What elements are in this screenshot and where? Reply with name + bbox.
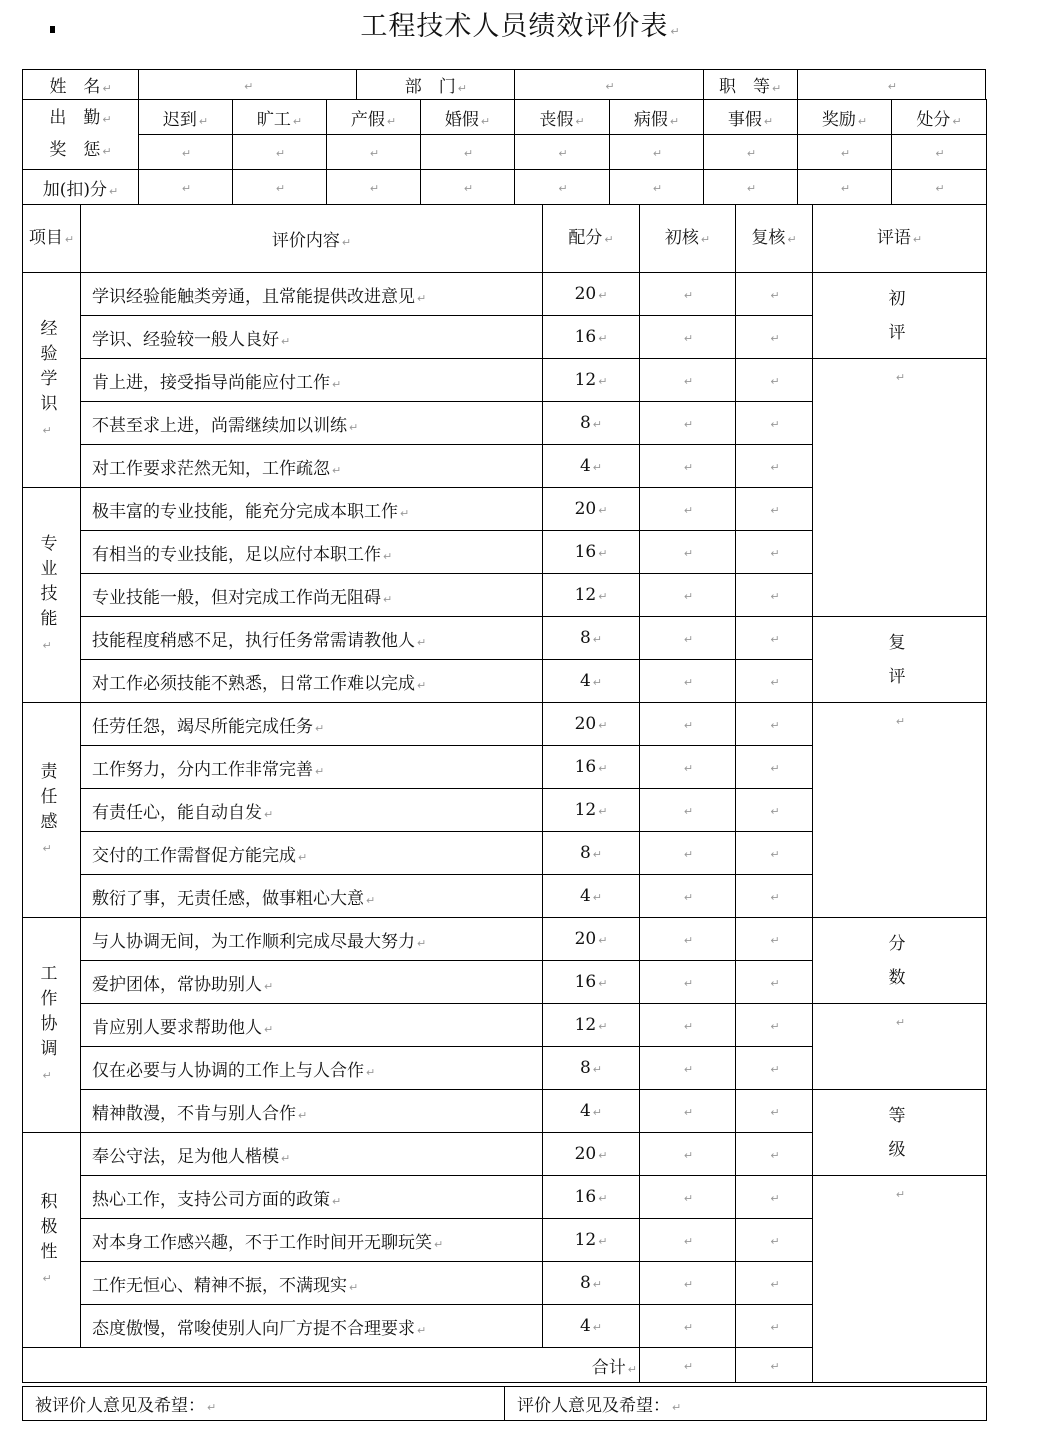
footer-table: [22, 1386, 987, 1421]
initial-score-cell[interactable]: ↵: [640, 531, 736, 574]
table-row: [23, 918, 987, 961]
initial-score-cell[interactable]: ↵: [640, 918, 736, 961]
initial-score-cell[interactable]: ↵: [640, 445, 736, 488]
initial-score-cell[interactable]: ↵: [640, 746, 736, 789]
col-late: 迟到 ↵: [139, 100, 233, 135]
criteria-text: 对本身工作感兴趣，不于工作时间开无聊玩笑 ↵: [81, 1219, 543, 1262]
content-header: 评价内容 ↵: [81, 205, 543, 273]
initial-score-cell[interactable]: ↵: [640, 1004, 736, 1047]
initial-score-cell[interactable]: ↵: [640, 789, 736, 832]
evaluator-opinion[interactable]: 评价人意见及希望： ↵: [505, 1387, 987, 1421]
table-row: [23, 359, 987, 402]
score-header: 配分 ↵: [543, 205, 640, 273]
attendance-cell[interactable]: ↵: [798, 135, 892, 170]
category-label: 积极性↵: [23, 1133, 81, 1348]
criteria-score: 20 ↵: [543, 703, 640, 746]
table-row: [23, 703, 987, 746]
dept-label: 部 门 ↵: [357, 70, 515, 100]
review-score-cell[interactable]: ↵: [736, 789, 813, 832]
criteria-text: 敷衍了事，无责任感，做事粗心大意 ↵: [81, 875, 543, 918]
comment-header: 评语 ↵: [813, 205, 987, 273]
col-personal: 事假 ↵: [704, 100, 798, 135]
initial-score-cell[interactable]: ↵: [640, 1090, 736, 1133]
table-row: [23, 1176, 987, 1219]
score-label: 分数: [813, 918, 987, 1004]
attendance-table: [22, 99, 987, 205]
criteria-text: 不甚至求上进，尚需继续加以训练 ↵: [81, 402, 543, 445]
initial-score-cell[interactable]: ↵: [640, 1219, 736, 1262]
attendance-cell[interactable]: ↵: [327, 135, 421, 170]
review-header: 复核 ↵: [736, 205, 813, 273]
review-score-cell[interactable]: ↵: [736, 746, 813, 789]
review-score-cell[interactable]: ↵: [736, 1305, 813, 1348]
criteria-text: 态度傲慢，常唆使别人向厂方提不合理要求 ↵: [81, 1305, 543, 1348]
criteria-text: 有相当的专业技能，足以应付本职工作 ↵: [81, 531, 543, 574]
criteria-score: 16 ↵: [543, 1176, 640, 1219]
adjust-cell[interactable]: ↵: [327, 170, 421, 205]
attendance-cell[interactable]: ↵: [515, 135, 610, 170]
adjust-cell[interactable]: ↵: [610, 170, 704, 205]
criteria-text: 交付的工作需督促方能完成 ↵: [81, 832, 543, 875]
info-table: [22, 69, 986, 100]
initial-score-cell[interactable]: ↵: [640, 1262, 736, 1305]
col-sick: 病假 ↵: [610, 100, 704, 135]
attendance-cell[interactable]: ↵: [139, 135, 233, 170]
attendance-cell[interactable]: ↵: [233, 135, 327, 170]
criteria-score: 16 ↵: [543, 746, 640, 789]
review-score-cell[interactable]: ↵: [736, 531, 813, 574]
review-score-cell[interactable]: ↵: [736, 875, 813, 918]
criteria-score: 20 ↵: [543, 1133, 640, 1176]
score-adjust-label: 加(扣)分 ↵: [23, 170, 139, 205]
criteria-score: 20 ↵: [543, 918, 640, 961]
category-label: 工作协调↵: [23, 918, 81, 1133]
initial-score-cell[interactable]: ↵: [640, 574, 736, 617]
review-score-cell[interactable]: ↵: [736, 1176, 813, 1219]
criteria-score: 4 ↵: [543, 1305, 640, 1348]
item-header: 项目 ↵: [23, 205, 81, 273]
review-comment-label: 复评: [813, 617, 987, 703]
criteria-score: 12 ↵: [543, 1004, 640, 1047]
criteria-text: 任劳任怨，竭尽所能完成任务 ↵: [81, 703, 543, 746]
criteria-text: 学识经验能触类旁通，且常能提供改进意见 ↵: [81, 273, 543, 316]
review-score-cell[interactable]: ↵: [736, 445, 813, 488]
rank-label: 职 等 ↵: [703, 70, 797, 100]
attendance-cell[interactable]: ↵: [421, 135, 515, 170]
evaluatee-opinion[interactable]: 被评价人意见及希望： ↵: [23, 1387, 505, 1421]
criteria-text: 奉公守法，足为他人楷模 ↵: [81, 1133, 543, 1176]
criteria-score: 8 ↵: [543, 1047, 640, 1090]
attendance-cell[interactable]: ↵: [892, 135, 987, 170]
adjust-cell[interactable]: ↵: [798, 170, 892, 205]
criteria-text: 爱护团体，常协助别人 ↵: [81, 961, 543, 1004]
total-initial-cell[interactable]: ↵: [640, 1348, 736, 1383]
criteria-text: 工作无恒心、精神不振，不满现实 ↵: [81, 1262, 543, 1305]
criteria-text: 专业技能一般，但对完成工作尚无阻碍 ↵: [81, 574, 543, 617]
review-score-cell[interactable]: ↵: [736, 1004, 813, 1047]
grade-label: 等级: [813, 1090, 987, 1176]
criteria-score: 12 ↵: [543, 1219, 640, 1262]
initial-score-cell[interactable]: ↵: [640, 402, 736, 445]
criteria-score: 8 ↵: [543, 617, 640, 660]
criteria-text: 肯应别人要求帮助他人 ↵: [81, 1004, 543, 1047]
adjust-cell[interactable]: ↵: [704, 170, 798, 205]
adjust-cell[interactable]: ↵: [139, 170, 233, 205]
initial-score-cell[interactable]: ↵: [640, 961, 736, 1004]
review-score-cell[interactable]: ↵: [736, 402, 813, 445]
criteria-text: 极丰富的专业技能，能充分完成本职工作 ↵: [81, 488, 543, 531]
criteria-text: 与人协调无间，为工作顺利完成尽最大努力 ↵: [81, 918, 543, 961]
criteria-text: 对工作必须技能不熟悉，日常工作难以完成 ↵: [81, 660, 543, 703]
col-penalty: 处分 ↵: [892, 100, 987, 135]
review-score-cell[interactable]: ↵: [736, 488, 813, 531]
criteria-score: 12 ↵: [543, 789, 640, 832]
initial-score-cell[interactable]: ↵: [640, 273, 736, 316]
criteria-text: 学识、经验较一般人良好 ↵: [81, 316, 543, 359]
table-row: [23, 1004, 987, 1047]
criteria-score: 4 ↵: [543, 1090, 640, 1133]
total-label: 合计 ↵: [23, 1348, 640, 1383]
adjust-cell[interactable]: ↵: [233, 170, 327, 205]
criteria-score: 8 ↵: [543, 1262, 640, 1305]
review-score-cell[interactable]: ↵: [736, 1262, 813, 1305]
criteria-text: 技能程度稍感不足，执行任务常需请教他人 ↵: [81, 617, 543, 660]
adjust-cell[interactable]: ↵: [515, 170, 610, 205]
dept-field[interactable]: ↵: [515, 70, 703, 100]
adjust-cell[interactable]: ↵: [892, 170, 987, 205]
review-score-cell[interactable]: ↵: [736, 359, 813, 402]
col-marriage: 婚假 ↵: [421, 100, 515, 135]
review-score-cell[interactable]: ↵: [736, 832, 813, 875]
review-score-cell[interactable]: ↵: [736, 574, 813, 617]
col-reward: 奖励 ↵: [798, 100, 892, 135]
criteria-score: 20 ↵: [543, 488, 640, 531]
initial-score-cell[interactable]: ↵: [640, 617, 736, 660]
review-score-cell[interactable]: ↵: [736, 1133, 813, 1176]
rank-field[interactable]: ↵: [797, 70, 985, 100]
review-score-cell[interactable]: ↵: [736, 1047, 813, 1090]
category-label: 经验学识↵: [23, 273, 81, 488]
initial-score-cell[interactable]: ↵: [640, 832, 736, 875]
review-score-cell[interactable]: ↵: [736, 660, 813, 703]
review-score-cell[interactable]: ↵: [736, 273, 813, 316]
col-absent: 旷工 ↵: [233, 100, 327, 135]
initial-header: 初核 ↵: [640, 205, 736, 273]
attendance-cell[interactable]: ↵: [704, 135, 798, 170]
criteria-score: 12 ↵: [543, 574, 640, 617]
initial-score-cell[interactable]: ↵: [640, 1047, 736, 1090]
total-review-cell[interactable]: ↵: [736, 1348, 813, 1383]
review-score-cell[interactable]: ↵: [736, 918, 813, 961]
review-score-cell[interactable]: ↵: [736, 316, 813, 359]
adjust-cell[interactable]: ↵: [421, 170, 515, 205]
initial-score-cell[interactable]: ↵: [640, 488, 736, 531]
page-title: 工程技术人员绩效评价表 ↵: [360, 11, 681, 42]
review-comment-area[interactable]: ↵: [813, 703, 987, 918]
col-maternity: 产假 ↵: [327, 100, 421, 135]
criteria-text: 对工作要求茫然无知，工作疏忽 ↵: [81, 445, 543, 488]
attendance-label: 出 勤 ↵ 奖 惩 ↵: [23, 100, 139, 170]
initial-comment-area[interactable]: ↵: [813, 359, 987, 617]
initial-score-cell[interactable]: ↵: [640, 660, 736, 703]
name-label: 姓 名 ↵: [23, 70, 139, 100]
criteria-score: 4 ↵: [543, 875, 640, 918]
criteria-score: 20 ↵: [543, 273, 640, 316]
criteria-score: 12 ↵: [543, 359, 640, 402]
criteria-text: 有责任心，能自动自发 ↵: [81, 789, 543, 832]
category-label: 专业技能↵: [23, 488, 81, 703]
initial-score-cell[interactable]: ↵: [640, 1176, 736, 1219]
criteria-text: 精神散漫，不肯与别人合作 ↵: [81, 1090, 543, 1133]
criteria-score: 8 ↵: [543, 832, 640, 875]
criteria-text: 肯上进，接受指导尚能应付工作 ↵: [81, 359, 543, 402]
review-score-cell[interactable]: ↵: [736, 1090, 813, 1133]
initial-score-cell[interactable]: ↵: [640, 1305, 736, 1348]
name-field[interactable]: ↵: [139, 70, 357, 100]
initial-comment-label: 初评: [813, 273, 987, 359]
criteria-score: 16 ↵: [543, 531, 640, 574]
criteria-score: 16 ↵: [543, 961, 640, 1004]
initial-score-cell[interactable]: ↵: [640, 359, 736, 402]
criteria-score: 4 ↵: [543, 660, 640, 703]
criteria-score: 8 ↵: [543, 402, 640, 445]
criteria-text: 仅在必要与人协调的工作上与人合作 ↵: [81, 1047, 543, 1090]
score-area[interactable]: ↵: [813, 1004, 987, 1090]
review-score-cell[interactable]: ↵: [736, 1219, 813, 1262]
initial-score-cell[interactable]: ↵: [640, 875, 736, 918]
criteria-score: 4 ↵: [543, 445, 640, 488]
table-row: [23, 273, 987, 316]
review-score-cell[interactable]: ↵: [736, 961, 813, 1004]
table-row: [23, 1090, 987, 1133]
category-label: 责任感↵: [23, 703, 81, 918]
criteria-text: 热心工作，支持公司方面的政策 ↵: [81, 1176, 543, 1219]
review-score-cell[interactable]: ↵: [736, 703, 813, 746]
table-row: [23, 617, 987, 660]
criteria-text: 工作努力，分内工作非常完善 ↵: [81, 746, 543, 789]
initial-score-cell[interactable]: ↵: [640, 316, 736, 359]
review-score-cell[interactable]: ↵: [736, 617, 813, 660]
attendance-cell[interactable]: ↵: [610, 135, 704, 170]
criteria-score: 16 ↵: [543, 316, 640, 359]
grade-area[interactable]: ↵: [813, 1176, 987, 1383]
col-bereavement: 丧假 ↵: [515, 100, 610, 135]
initial-score-cell[interactable]: ↵: [640, 1133, 736, 1176]
evaluation-table: [22, 204, 987, 1383]
initial-score-cell[interactable]: ↵: [640, 703, 736, 746]
